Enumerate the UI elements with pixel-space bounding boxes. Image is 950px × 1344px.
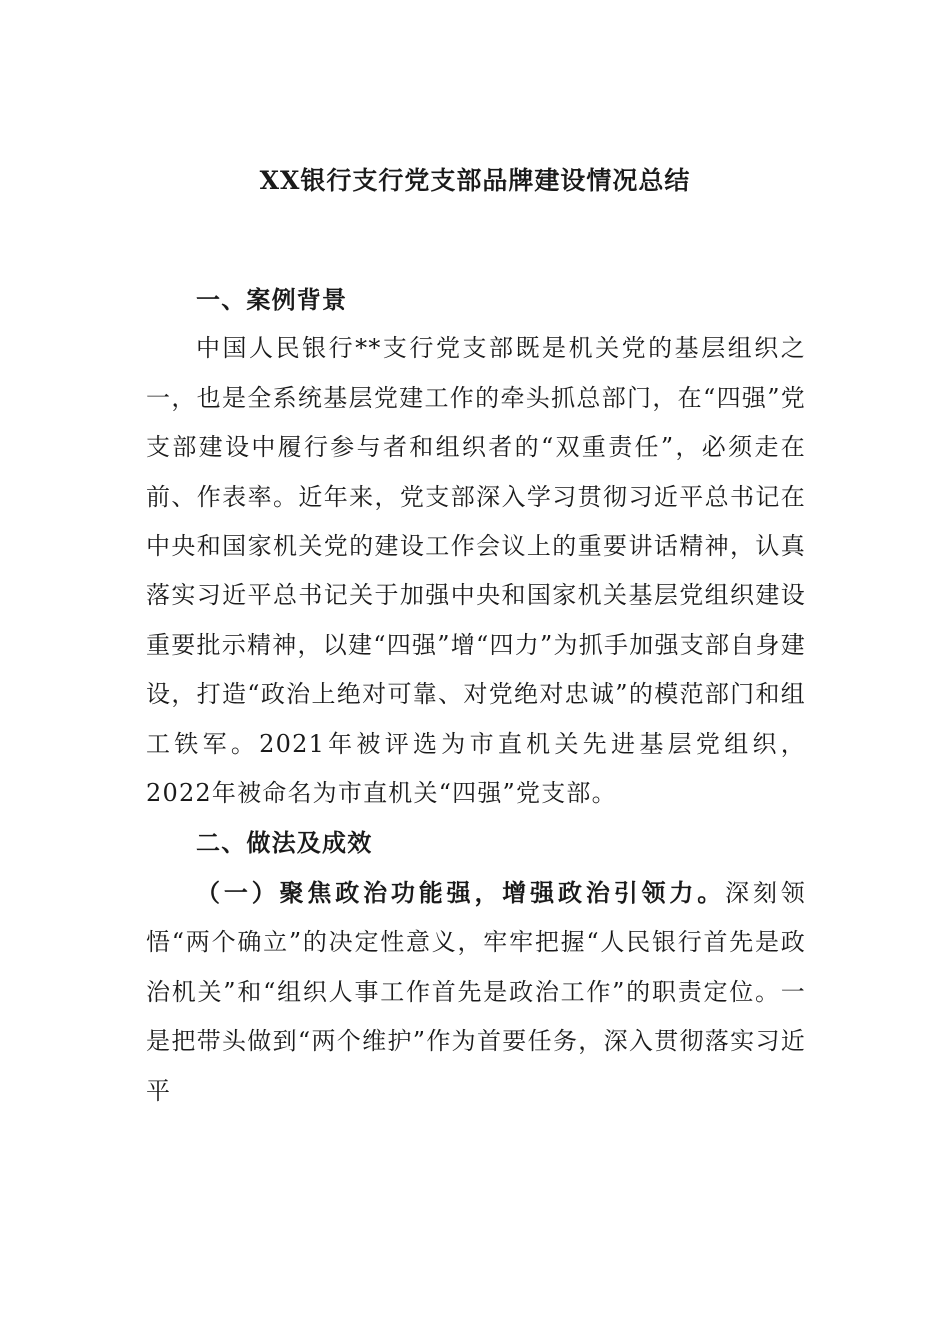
section-heading-background: 一、案例背景 — [196, 285, 348, 314]
paragraph-methods-1 — [146, 868, 806, 1116]
section-heading-methods: 二、做法及成效 — [196, 828, 373, 858]
subsection-text-political: 深刻领悟“两个确立”的决定性意义，牢牢把握“人民银行首先是政治机关”和“组织人事工作首先是政治工作”的职责定位。一是把带头做到“两个维护”作为首要任务，深入贯彻落实习近平 — [146, 878, 806, 1105]
document-title: XX银行支行党支部品牌建设情况总结 — [259, 166, 691, 195]
paragraph-background: 中国人民银行**支行党支部既是机关党的基层组织之一，也是全系统基层党建工作的牵头抓总部门，在“四强”党支部建设中履行参与者和组织者的“双重责任”，必须走在前、作表率。近年来，党支部深入学习贯彻习近平总书记在中央和国家机关党的建设工作会议上的重要讲话精神，认真落实习近平总书记关于加强中央和国家机关基层党组织建设重要批示精神，以建“四强”增“四力”为抓手加强支部自身建设，打造“政治上绝对可靠、对党绝对忠诚”的模范部门和组工铁军。2021年被评选为市直机关先进基层党组织，2022年被命名为市直机关“四强”党支部。 — [146, 334, 806, 808]
subsection-lead-political: （一）聚焦政治功能强，增强政治引领力。 — [196, 877, 726, 907]
document-body — [146, 275, 806, 1116]
